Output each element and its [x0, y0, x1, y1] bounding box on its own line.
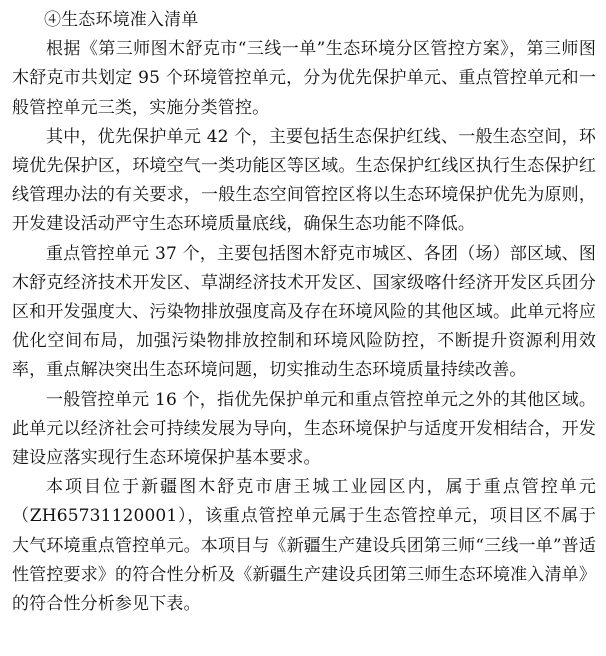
section-heading: ④生态环境准入清单 [44, 10, 199, 30]
paragraph-key-control: 重点管控单元 37 个，主要包括图木舒克市城区、各团（场）部区域、图木舒克经济技术开发区、草湖经济技术开发区、国家级喀什经济开发区兵团分区和开发强度大、污染物排放强度高及存在环境风险的其他区域。此单元将应优化空间布局，加强污染物排放控制和环境风险防控，不断提升资源利用效率，重点解决突出生态环境问题，切实推动生态环境质量持续改善。 [12, 243, 596, 381]
paragraph-project-location: 本项目位于新疆图木舒克市唐王城工业园区内，属于重点管控单元（ZH65731120001），该重点管控单元属于生态管控单元，项目区不属于大气环境重点管控单元。本项目与《新疆生产建设兵团第三师“三线一单”普适性管控要求》的符合性分析及《新疆生产建设兵团第三师生态环境准入清单》的符合性分析参见下表。 [12, 477, 596, 615]
paragraph-overview: 根据《第三师图木舒克市“三线一单”生态环境分区管控方案》，第三师图木舒克市共划定 95 个环境管控单元，分为优先保护单元、重点管控单元和一般管控单元三类，实施分类管控。 [12, 39, 596, 118]
paragraph-general-control: 一般管控单元 16 个，指优先保护单元和重点管控单元之外的其他区域。此单元以经济社会可持续发展为导向，生态环境保护与适度开发相结合，开发建设应落实现行生态环境保护基本要求。 [12, 389, 596, 469]
paragraph-priority-protection: 其中，优先保护单元 42 个，主要包括生态保护红线、一般生态空间，环境优先保护区，环境空气一类功能区等区域。生态保护红线区执行生态保护红线管理办法的有关要求，一般生态空间管控区将以生态环境保护优先为原则，开发建设活动严守生态环境质量底线，确保生态功能不降低。 [12, 126, 596, 235]
